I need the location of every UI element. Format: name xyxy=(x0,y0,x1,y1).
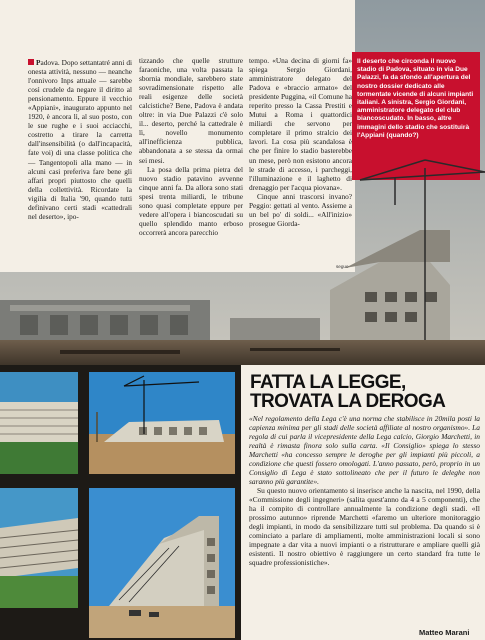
stadium-stands-photo-1 xyxy=(0,372,78,474)
author-byline: Matteo Marani xyxy=(419,628,470,637)
column-1-text: adova. Dopo settantatré anni di onesta attività, nessuno — neanche l'onnivoro Inps attuale — sarebbe così crudele da negare il diritto al pensionamento. Eppure il vecchio «Appiani», inaugurato appunto nel 1920, è ancora lì, al suo posto, con le sue rughe e i suoi acciacchi, costretto a tirare la carretta dall'insensibilità (o dall'incapacità, fate voi) di una classe politica che — Tangentopoli alla mano — in alcuni casi preferiva fare bene gli affari propri piuttosto che quelli della collettività. Ricordate la vigilia di Italia '90, quando tutti definivano certi stadi «cattedrali nel deserto», ipo- xyxy=(28,58,132,221)
column-3-paragraph-1: tempo. «Una decina di giorni fa» spiega Sergio Giordani, amministratore delegato del Padova e «braccio armato» del presidente Puggina, «il Comune ha reperito presso la Cassa Prestiti e Mutui a Roma i quattordici miliardi che servono per completare il primo stralcio dei lavori. La cosa più scandalosa è che per finire lo stadio basterebbe un mese, però non esistono ancora le strade di accesso, i parcheggi, l'illuminazione e il laghetto di drenaggio per l'acqua piovana». xyxy=(249,56,352,192)
headline-line-1: FATTA LA LEGGE, xyxy=(250,372,406,393)
article-column-3 xyxy=(249,56,352,228)
section-marker-icon xyxy=(28,59,34,65)
column-2-paragraph-1: tizzando che quelle strutture faraoniche, una volta passata la sbornia mondiale, sarebbero state sovradimensionate rispetto alle reali esigenze delle società calcistiche? Bene, Padova è andata oltre: in via Due Palazzi c'è solo il... deserto, perché la cattedrale è lì, novello monumento all'inefficienza pubblica, abbandonata a se stessa da ormai sei mesi. xyxy=(139,56,243,165)
article-column-2 xyxy=(139,56,243,237)
stadium-stand-photo-3 xyxy=(89,488,235,638)
drop-cap: P xyxy=(36,58,41,67)
headline-line-2: TROVATA LA DEROGA xyxy=(250,390,446,412)
stadium-crane-photo xyxy=(89,372,235,474)
box-paragraph-1: «Nel regolamento della Lega c'è una norma che stabilisce in 20mila posti la capienza minima per gli stadi delle società affiliate al nostro organismo». La regola di cui parla il vicepresidente della Lega calcio, Giorgio Marchetti, in realtà è rimasta finora solo sulla carta. «Il Consiglio» spiega lo stesso Marchetti «ha concesso sempre le deroghe per gli impianti più piccoli, a condizione che questi fossero omologati. L'anno passato, però, proprio in un Consiglio di Lega è stato sottolineato che per il futuro le deleghe non saranno più garantite». xyxy=(249,414,480,486)
box-headline xyxy=(250,374,445,411)
box-body xyxy=(249,414,480,567)
article-column-1 xyxy=(28,58,132,221)
box-paragraph-2: Su questo nuovo orientamento si inserisce anche la nascita, nel 1990, della «Commissione degli ingegneri» (salita quest'anno da 4 a 5 componenti), che ha il compito di controllare annualmente la condizione degli stadi. «Il prossimo autunno» riprende Marchetti «faremo un ulteriore monitoraggio degli impianti, in modo da sensibilizzare tutti sul problema. Da quando si è cominciato a parlare di ampliamenti, molte amministrazioni locali si sono impegnate a dar vita a nuovi impianti o a ristrutturare e ampliare quelli già esistenti. Il nostro obiettivo è raggiungere un certo standard fra tutte le squadre professionistiche». xyxy=(249,486,480,567)
column-3-paragraph-2: Cinque anni trascorsi invano? Peggio: gettati al vento. Assieme a un bel po' di soldi... «All'inizio» prosegue Giorda- xyxy=(249,191,352,228)
continued-label: segue xyxy=(336,264,349,269)
stadium-stands-photo-2 xyxy=(0,488,78,608)
photo-caption: Il deserto che circonda il nuovo stadio di Padova, situato in via Due Palazzi, fa da sfondo all'apertura del nostro dossier dedicato alle tormentate vicende di alcuni impianti italiani. A sinistra, Sergio Giordani, amministratore delegato del club biancoscudato. In basso, altre immagini dello stadio che sostituirà l'Appiani (quando?) xyxy=(357,58,474,139)
column-2-paragraph-2: La posa della prima pietra del nuovo stadio patavino avvenne cinque anni fa. Da allora sono stati spesi trenta miliardi, le tribune sono quasi completate eppure per vedere all'opera i biancoscudati su quello splendido manto erboso occorrerà ancora parecchio xyxy=(139,164,243,237)
